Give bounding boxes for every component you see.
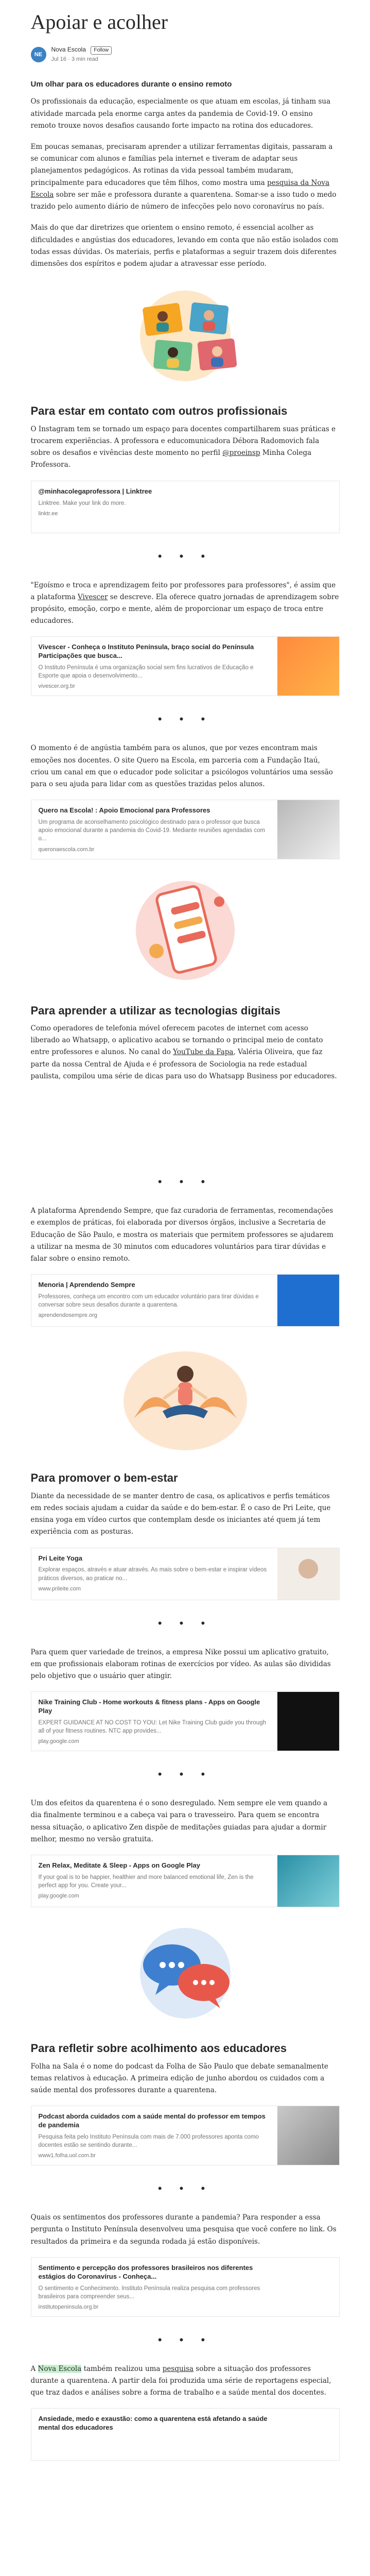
paragraph	[31, 423, 340, 471]
illustration-meditation	[31, 1341, 340, 1454]
link-card-vivescer[interactable]	[31, 636, 340, 696]
link-card-ansiedade[interactable]	[31, 2408, 340, 2461]
card-description: Professores, conheça um encontro com um educador voluntário para tirar dúvidas e conversar sobre seus desafios durante a quarentena.	[38, 1294, 259, 1309]
card-url: queronaescola.com.br	[38, 846, 95, 853]
article-column	[31, 10, 340, 2461]
card-url: vivescer.org.br	[38, 683, 76, 690]
card-thumbnail	[277, 1692, 339, 1751]
card-thumbnail	[277, 800, 339, 858]
link-youtube-fapa[interactable]: YouTube da Fapa	[173, 1048, 234, 1057]
section-separator: • • •	[157, 1768, 213, 1781]
paragraph: A plataforma Aprendendo Sempre, que faz curadoria de ferramentas, recomendações e exemplos de práticas, foi elaborada por diversos órgãos, inclusive a Secretaria de Educação de São Paulo, e mostra os materiais que permitem professores se ajudarem a utilizar na mesma de 30 minutos com educadores voluntários para tirar dúvidas e falar sobre o ensino remoto.	[30, 1207, 333, 1263]
link-vivescer[interactable]: Vivescer	[78, 592, 108, 601]
card-title: @minhacolegaprofessora | Linktree	[38, 487, 152, 495]
paragraph: Para quem quer variedade de treinos, a empresa Nike possui um aplicativo gratuito, em que profissionais elaboram rotinas de exercícios por vídeo. As aulas são divididas pelo objetivo que o usuário quer atingir.	[30, 1648, 331, 1680]
text: O Instagram tem se tornado um espaço para docentes compartilharem suas práticas e trocarem experiências. A professora e educomunicadora Débora Radomovich fala sobre os desafios e vivências deste momento no perfil	[30, 425, 336, 457]
paragraph: Folha na Sala é o nome do podcast da Folha de São Paulo que debate semanalmente temas relativos à educação. A primeira edição de junho abordou os cuidados com a saúde mental dos professores durante a quarentena.	[30, 2062, 328, 2094]
text: se descreve. Ela oferece quatro jornadas de aprendizagem sobre propósito, emoção, corpo e mente, além de proporcionar um espaço de troca entre educadores.	[30, 592, 339, 625]
card-url: www.prileite.com	[38, 1585, 81, 1592]
paragraph	[31, 141, 340, 213]
card-thumbnail	[277, 2106, 339, 2165]
section-separator: • • •	[157, 549, 213, 563]
text: , Valéria Oliveira, que faz parte da nossa Central de Ajuda e é professora de Sociologia na rede estadual paulista, compilou uma série de dicas para uso do Whatsapp Business por educadores.	[30, 1048, 337, 1080]
section-separator: • • •	[157, 1175, 213, 1189]
card-url: institutopeninsula.org.br	[38, 2303, 99, 2310]
card-title: Menoria | Aprendendo Sempre	[38, 1281, 135, 1289]
card-title: Ansiedade, medo e exaustão: como a quarentena está afetando a saúde mental dos educadores	[38, 2415, 268, 2432]
link-card-folha-podcast[interactable]	[31, 2106, 340, 2165]
read-time: 3 min read	[71, 56, 98, 62]
card-thumbnail	[277, 2409, 339, 2460]
paragraph: Mais do que dar diretrizes que orientem o ensino remoto, é essencial acolher as dificuldades e angústias dos educadores, levando em conta que não estão isolados com todas essas dúvidas. Os materiais, perfis e plataformas a seguir trazem dois diferentes dimensões dos espíritos e podem ajudar a atravessar esse período.	[30, 224, 339, 268]
card-text	[31, 637, 277, 696]
link-proeinsp[interactable]: @proeinsp	[222, 449, 260, 457]
card-url: play.google.com	[38, 1738, 79, 1745]
text: Minha Colega Professora.	[30, 449, 312, 469]
illustration-video-embed	[31, 1097, 340, 1159]
text: A	[30, 2364, 38, 2373]
card-text	[31, 2258, 277, 2316]
link-card-pri-leite-yoga[interactable]	[31, 1548, 340, 1600]
card-thumbnail	[277, 2258, 339, 2316]
card-thumbnail	[277, 1548, 339, 1600]
paragraph: Quais os sentimentos dos professores durante a pandemia? Para responder a essa pergunta o Instituto Península desenvolveu uma pesquisa que você confere no link. Os resultados da primeira e da segunda rodada já estão disponíveis.	[30, 2213, 337, 2246]
text: também realizou uma	[81, 2364, 163, 2373]
card-text	[31, 2409, 277, 2460]
card-text	[31, 2106, 277, 2165]
section-heading-tecnologias: Para aprender a utilizar as tecnologias digitais	[30, 1004, 280, 1017]
illustration-video-call	[31, 284, 340, 387]
text: sobre a situação dos professores durante a quarentena. A partir dela foi produzida uma série de reportagens especial, que traz dados e análises sobre a forma de trabalho e a saúde mental dos docentes.	[30, 2364, 331, 2397]
card-thumbnail	[277, 481, 339, 533]
card-description: O sentimento e Conhecimento. Instituto Península realiza pesquisa com professores brasileiros para compreender seus...	[38, 2285, 260, 2300]
text: Como operadores de telefonia móvel oferecem pacotes de internet com acesso liberado ao Whatsapp, o aplicativo acabou se tornando o principal meio de contato entre professores e alunos. No canal do	[30, 1024, 323, 1057]
illustration-phone-chat	[31, 874, 340, 987]
card-title: Podcast aborda cuidados com a saúde mental do professor em tempos de pandemia	[38, 2112, 266, 2129]
card-text	[31, 481, 277, 533]
section-heading-contato: Para estar em contato com outros profissionais	[30, 404, 288, 418]
illustration-speech-bubbles	[31, 1922, 340, 2025]
article-subtitle: Um olhar para os educadores durante o ensino remoto	[30, 80, 232, 89]
author-name[interactable]: Nova Escola	[51, 46, 86, 53]
card-text	[31, 800, 277, 858]
meta-dot: ·	[68, 56, 72, 62]
card-title: Quero na Escola! : Apoio Emocional para Professores	[38, 806, 210, 815]
card-thumbnail	[277, 1855, 339, 1907]
highlighted-text: Nova Escola	[38, 2364, 82, 2373]
card-title: Nike Training Club - Home workouts & fitness plans - Apps on Google Play	[38, 1698, 260, 1715]
card-description: EXPERT GUIDANCE AT NO COST TO YOU: Let Nike Training Club guide you through all of your fitness routines. NTC app provides...	[38, 1720, 267, 1735]
card-title: Sentimento e percepção dos professores brasileiros nos diferentes estágios do Coronavírus - Conheça...	[38, 2263, 253, 2280]
link-pesquisa[interactable]: pesquisa	[162, 2364, 193, 2373]
link-card-aprendendo-sempre[interactable]	[31, 1274, 340, 1327]
section-heading-acolhimento: Para refletir sobre acolhimento aos educadores	[30, 2042, 287, 2055]
link-card-instituto-peninsula[interactable]	[31, 2257, 340, 2317]
card-description: Explorar espaços, através e atuar através. As mais sobre o bem-estar e inspirar vídeos práticos diversos, ao praticar no...	[38, 1567, 267, 1582]
card-text	[31, 1548, 277, 1600]
section-separator: • • •	[157, 2182, 213, 2195]
card-description: Linktree. Make your link do more.	[38, 500, 126, 506]
publish-date: Jul 16	[51, 56, 66, 62]
card-description: If your goal is to be happier, healthier and more balanced emotional life, Zen is the perfect app for you. Create your...	[38, 1874, 254, 1889]
link-pesquisa-nova-escola[interactable]: pesquisa da Nova Escola	[30, 178, 330, 199]
card-url: play.google.com	[38, 1893, 79, 1900]
paragraph: Diante da necessidade de se manter dentro de casa, os aplicativos e perfis temáticos em redes sociais ajudam a cuidar da saúde e do bem-estar. É o caso de Pri Leite, que ensina yoga em vídeo curtos que contemplam desde os iniciantes até quem já tem experiência com as posturas.	[30, 1492, 331, 1536]
byline-meta	[51, 45, 112, 63]
section-separator: • • •	[157, 713, 213, 726]
follow-button[interactable]: Follow	[91, 46, 112, 55]
section-separator: • • •	[157, 1616, 213, 1630]
paragraph	[31, 580, 340, 628]
byline	[31, 45, 340, 63]
avatar[interactable]: NE	[31, 47, 46, 62]
paragraph	[31, 1023, 340, 1082]
text: sobre ser mãe e professora durante a quarentena. Somar-se a isso tudo o medo trazido pelo aumento diário de número de infecções pelo novo coronavírus no país.	[30, 190, 337, 211]
card-url: aprendendosempre.org	[38, 1312, 97, 1319]
link-card-linktree[interactable]	[31, 481, 340, 533]
text: "Egoísmo e troca e aprendizagem feito por professores para professores", é assim que a plataforma	[30, 581, 336, 601]
card-title: Pri Leite Yoga	[38, 1554, 82, 1562]
card-description: O Instituto Península é uma organização social sem fins lucrativos de Educação e Esporte que apoia o desenvolvimento...	[38, 665, 254, 680]
card-thumbnail	[277, 637, 339, 696]
article-title: Apoiar e acolher	[30, 10, 168, 33]
section-separator: • • •	[157, 2333, 213, 2346]
card-text	[31, 1855, 277, 1907]
card-url: www1.folha.uol.com.br	[38, 2153, 96, 2159]
card-description: Pesquisa feita pelo Instituto Península com mais de 7.000 professores aponta como docentes estão se sentindo durante...	[38, 2134, 259, 2149]
paragraph: O momento é de angústia também para os alunos, que por vezes encontram mais emoções nos docentes. O site Quero na Escola, em parceria com a Fundação Itaú, criou um canal em que o educador pode solicitar a psicólogos voluntários uma sessão para o seu ajuda para lidar com as questões trazidas pelos alunos.	[30, 744, 333, 789]
card-thumbnail	[277, 1275, 339, 1326]
link-card-quero-na-escola[interactable]	[31, 800, 340, 859]
paragraph	[31, 2363, 340, 2399]
card-text	[31, 1692, 277, 1751]
card-title: Zen Relax, Meditate & Sleep - Apps on Google Play	[38, 1861, 200, 1870]
text: Em poucas semanas, precisaram aprender a utilizar ferramentas digitais, passaram a se comunicar com alunos e famílias pela internet e tiveram de adaptar seus planejamentos pedagógicos. As rotinas da vida pessoal também mudaram, principalmente para educadores que têm filhos, como mostra uma	[30, 143, 333, 187]
section-heading-bem-estar: Para promover o bem-estar	[30, 1471, 178, 1485]
card-title: Vivescer - Conheça o Instituto Península, braço social do Península Participações que busca...	[38, 643, 254, 660]
card-description: Um programa de aconselhamento psicológico destinado para o professor que busca apoio emocional durante a pandemia do Covid-19. Mediante reuniões agendadas com o...	[38, 819, 265, 842]
link-card-nike-training[interactable]	[31, 1691, 340, 1751]
paragraph: Os profissionais da educação, especialmente os que atuam em escolas, já tinham sua atividade marcada pela enorme carga antes da pandemia de Covid-19. O ensino remoto trouxe novos desafios causando forte impacto na rotina dos educadores.	[30, 97, 331, 130]
paragraph: Um dos efeitos da quarentena é o sono desregulado. Nem sempre ele vem quando a dia finalmente terminou e a cabeça vai para o travesseiro. Para quem se encontra nessa situação, o aplicativo Zen dispõe de meditações guiadas para ajudar a dormir melhor, mesmo no versão gratuita.	[30, 1799, 328, 1843]
card-url: linktr.ee	[38, 510, 58, 517]
card-text	[31, 1275, 277, 1326]
link-card-zen[interactable]	[31, 1855, 340, 1907]
